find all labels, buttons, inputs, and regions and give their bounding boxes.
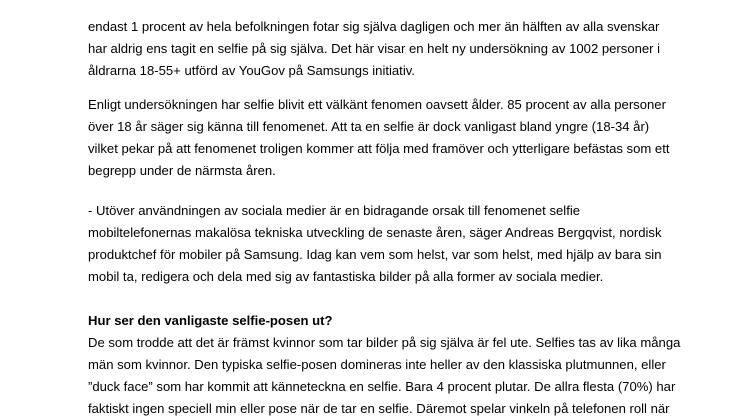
section-heading: Hur ser den vanligaste selfie-posen ut? (88, 313, 333, 328)
text-line: begrepp under de närmsta åren. (88, 163, 276, 178)
text-line: - Utöver användningen av sociala medier är en bidragande orsak till fenomenet selfie (88, 203, 581, 218)
text-line: åldrarna 18-55+ utförd av YouGov på Samsungs initiativ. (88, 63, 415, 78)
text-line: mobiltelefonernas makalösa tekniska utveckling de senaste åren, säger Andreas Bergqvist, nordisk (88, 225, 662, 240)
text-line: över 18 år säger sig känna till fenomenet. Att ta en selfie är dock vanligast bland yngre (18-34 år) (88, 119, 650, 134)
text-line: vilket pekar på att fenomenet troligen kommer att följa med framöver och ytterligare befästas som ett (88, 141, 670, 156)
paragraph-survey (88, 94, 728, 182)
text-line: har aldrig ens tagit en selfie på sig själva. Det här visar en helt ny undersökning av 1002 personer i (88, 41, 661, 56)
section-selfie-pose (88, 310, 728, 419)
paragraph-intro (88, 0, 728, 82)
text-line: De som trodde att det är främst kvinnor som tar bilder på sig själva är fel ute. Selfies tas av lika många (88, 335, 681, 350)
text-line: män som kvinnor. Den typiska selfie-posen domineras inte heller av den klassiska plutmunnen, eller (88, 357, 666, 372)
text-line: endast 1 procent av hela befolkningen fotar sig själva dagligen och mer än hälften av alla svenskar (88, 19, 660, 34)
text-line: faktiskt ingen speciell min eller pose när de tar en selfie. Däremot spelar vinkeln på telefonen roll när (88, 401, 670, 416)
text-line: mobil ta, redigera och dela med sig av fantastiska bilder på alla former av sociala medier. (88, 269, 604, 284)
text-line: produktchef för mobiler på Samsung. Idag kan vem som helst, var som helst, med hjälp av bara sin (88, 247, 662, 262)
text-line: ”duck face” som har kommit att känneteckna en selfie. Bara 4 procent plutar. De allra flesta (70%) har (88, 379, 676, 394)
text-line-cut-off (88, 0, 728, 16)
paragraph-quote (88, 200, 728, 288)
text-line: Enligt undersökningen har selfie blivit ett välkänt fenomen oavsett ålder. 85 procent av alla personer (88, 97, 666, 112)
